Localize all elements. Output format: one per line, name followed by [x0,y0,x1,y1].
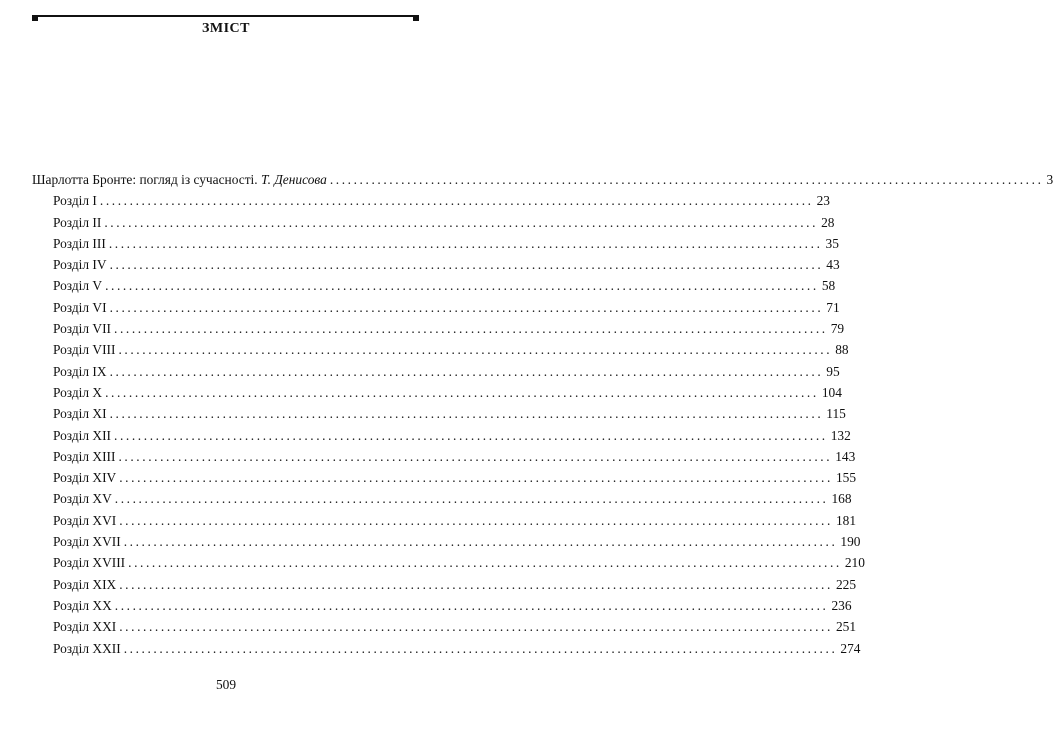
toc-page-number: 3 [1046,172,1053,187]
toc-page-number: 35 [825,235,839,251]
toc-chapter-entry[interactable] [32,278,836,299]
header-rule [32,15,419,17]
toc-page-number: 190 [840,534,861,550]
toc-page-number: 181 [835,512,857,528]
toc-chapter-label: Розділ X [53,384,103,400]
toc-chapter-entry[interactable] [32,555,865,576]
toc-chapter-label: Розділ IX [53,363,107,379]
toc-chapter-entry[interactable] [32,257,840,278]
toc-leader-dots: ........................................................................................................................ [105,278,819,294]
toc-chapter-label: Розділ VI [53,299,107,315]
toc-page-number: 58 [821,278,836,294]
toc-leader-dots: ........................................................................................................................ [119,576,833,592]
toc-chapter-label: Розділ XXII [53,640,121,656]
toc-leader-dots: ........................................................................................................................ [114,597,829,613]
toc-leader-dots: ........................................................................................................................ [119,470,833,486]
toc-leader-dots: ........................................................................................................................ [108,235,823,251]
toc-chapter-label: Розділ XXI [53,619,117,635]
toc-page-number: 43 [826,257,840,273]
toc-chapter-label: Розділ XVIII [53,555,126,571]
toc-leader-dots: ........................................................................................................................ [109,257,824,273]
toc-chapter-entry[interactable] [32,470,857,491]
toc-chapter-label: Розділ XX [53,597,112,613]
toc-chapter-label: Розділ III [53,235,106,251]
toc-leader-dots: ........................................................................................................................ [99,193,814,209]
toc-page-number: 236 [831,597,852,613]
toc-page-number: 168 [831,491,852,507]
toc-chapter-entry[interactable] [32,576,857,598]
toc-chapter-entry[interactable] [32,597,852,619]
toc-leader-dots: ........................................................................................................................ [123,534,838,550]
toc-page-number: 104 [821,384,842,400]
toc-page-number: 132 [830,427,851,443]
toc-page-number: 155 [835,470,857,486]
toc-chapter-entry[interactable] [32,512,857,534]
toc-page-number: 143 [835,448,856,464]
toc-leader-dots: ........................................................................................................................ [118,342,833,358]
toc-chapter-label: Розділ XIV [53,470,117,486]
toc-chapter-entry[interactable] [32,193,830,214]
toc-chapter-label: Розділ XI [53,406,107,422]
toc-chapter-entry[interactable] [32,299,840,321]
table-of-contents [32,172,1053,662]
toc-chapter-entry[interactable] [32,214,835,236]
toc-chapter-label: Розділ XIX [53,576,117,592]
page-title: ЗМІСТ [202,21,250,36]
toc-leader-dots: ........................................................................................................................ [119,619,833,635]
toc-intro-title: Шарлотта Бронте: погляд із сучасності. [32,172,258,187]
toc-intro-author: Т. Денисова [260,172,327,187]
toc-chapter-entry[interactable] [32,491,852,512]
toc-chapter-label: Розділ XV [53,491,112,507]
toc-page-number: 115 [826,406,846,422]
toc-chapter-label: Розділ IV [53,257,107,273]
toc-page-number: 225 [835,576,857,592]
toc-chapter-entry[interactable] [32,363,840,385]
toc-leader-dots: ........................................................................................................................ [105,384,819,400]
toc-chapter-entry[interactable] [32,384,842,406]
toc-page-number: 71 [826,299,840,315]
toc-chapter-entry[interactable] [32,235,839,257]
toc-chapter-entry[interactable] [32,640,861,662]
toc-leader-dots: ........................................................................................................................ [123,640,838,656]
toc-chapter-label: Розділ II [53,214,102,230]
toc-leader-dots: ........................................................................................................................ [119,512,833,528]
toc-chapter-entry[interactable] [32,427,851,449]
toc-chapter-entry[interactable] [32,406,846,427]
toc-page-number: 23 [816,193,830,209]
toc-leader-dots: ........................................................................................................................ [114,427,828,443]
toc-leader-dots: ........................................................................................................................ [114,321,828,337]
toc-chapter-entry[interactable] [32,342,849,363]
toc-page-number: 88 [835,342,849,358]
toc-chapter-label: Розділ VII [53,321,112,337]
toc-chapter-label: Розділ VIII [53,342,116,358]
chapter-list [32,193,865,662]
toc-leader-dots: ........................................................................................................................ [104,214,819,230]
toc-leader-dots: ........................................................................................................................ [128,555,842,571]
toc-chapter-label: Розділ V [53,278,103,294]
toc-page-number: 251 [835,619,857,635]
toc-chapter-label: Розділ I [53,193,97,209]
toc-page-number: 28 [821,214,835,230]
toc-leader-dots: ........................................................................................................................ [114,491,829,507]
toc-leader-dots: ........................................................................................................................ [109,299,824,315]
toc-page-number: 95 [826,363,840,379]
toc-page-number: 210 [844,555,865,571]
toc-leader-dots: ........................................................................................................................ [329,172,1044,187]
toc-intro-label [32,172,327,188]
toc-leader-dots: ........................................................................................................................ [109,406,824,422]
toc-chapter-label: Розділ XVII [53,534,121,550]
toc-page-number: 274 [840,640,861,656]
toc-leader-dots: ........................................................................................................................ [109,363,824,379]
toc-chapter-entry[interactable] [32,534,861,555]
page-number: 509 [215,677,237,692]
toc-chapter-entry[interactable] [32,448,856,470]
toc-chapter-entry[interactable] [32,619,857,640]
toc-intro-entry[interactable] [32,172,1053,193]
toc-chapter-entry[interactable] [32,321,845,342]
toc-chapter-label: Розділ XIII [53,448,116,464]
toc-page-number: 79 [830,321,845,337]
toc-leader-dots: ........................................................................................................................ [118,448,833,464]
toc-chapter-label: Розділ XVI [53,512,117,528]
toc-chapter-label: Розділ XII [53,427,112,443]
